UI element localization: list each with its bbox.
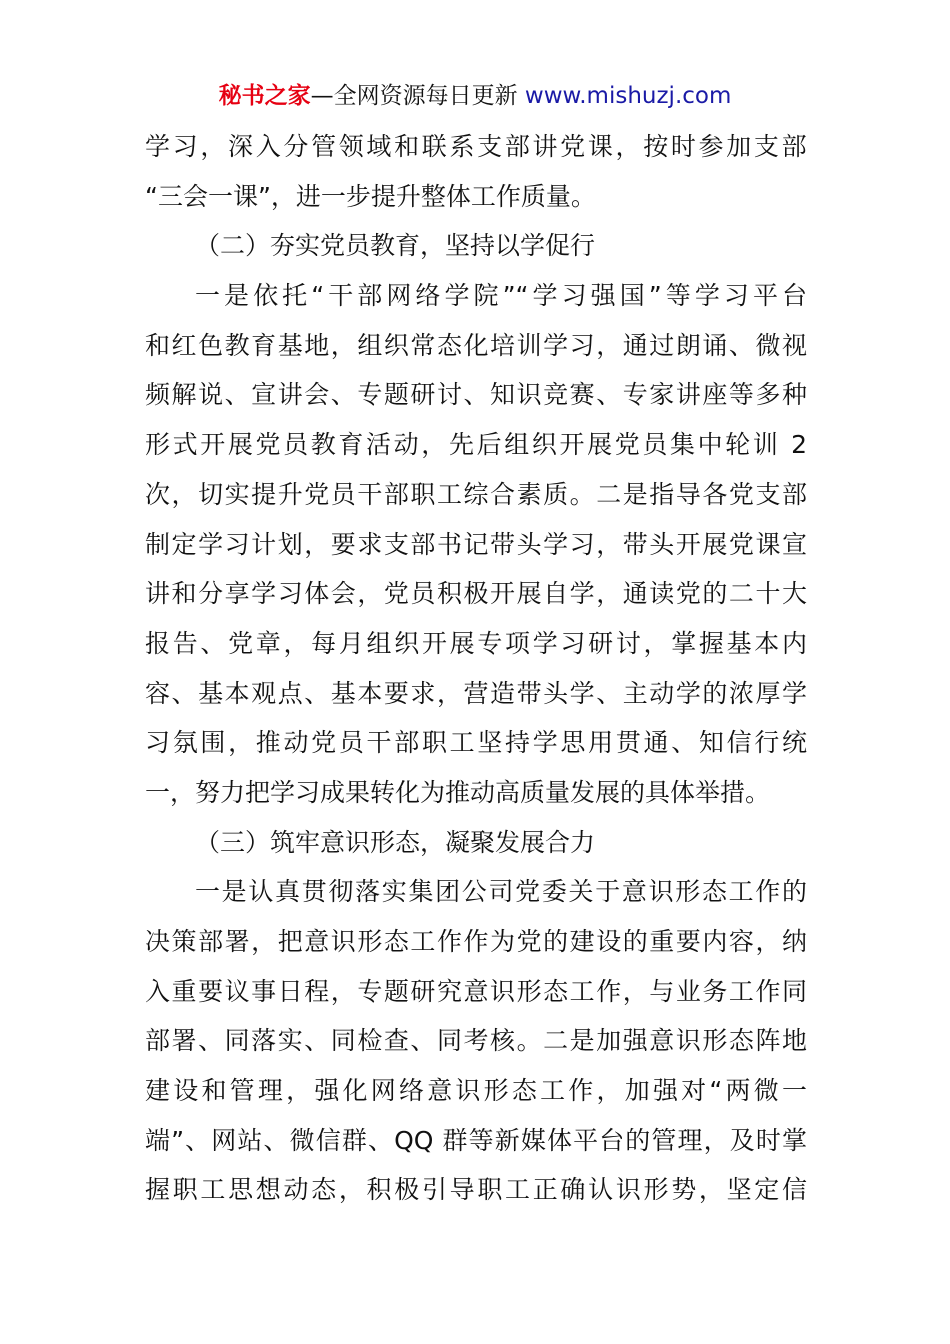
text-line: 制定学习计划，要求支部书记带头学习，带头开展党课宣: [145, 529, 807, 559]
text-line: 报告、党章，每月组织开展专项学习研讨，掌握基本内: [145, 628, 807, 658]
text-line: 一是依托“干部网络学院”“学习强国”等学习平台: [195, 281, 807, 311]
section-heading: （二）夯实党员教育，坚持以学促行: [195, 231, 596, 261]
section-heading: （三）筑牢意识形态，凝聚发展合力: [195, 827, 596, 857]
site-slogan: —全网资源每日更新: [310, 83, 518, 109]
text-line: 部署、同落实、同检查、同考核。二是加强意识形态阵地: [145, 1026, 807, 1056]
text-line: 和红色教育基地，组织常态化培训学习，通过朗诵、微视: [145, 330, 807, 360]
site-brand: 秘书之家: [218, 83, 311, 109]
text-line: 建设和管理，强化网络意识形态工作，加强对“两微一: [145, 1076, 807, 1106]
text-line: 一，努力把学习成果转化为推动高质量发展的具体举措。: [145, 777, 771, 807]
site-header: [0, 80, 950, 112]
site-url-link[interactable]: www.mishuzj.com: [524, 83, 732, 109]
text-line: 频解说、宣讲会、专题研讨、知识竞赛、专家讲座等多种: [145, 380, 807, 410]
text-line: “三会一课”，进一步提升整体工作质量。: [145, 181, 596, 211]
text-line: 学习，深入分管领域和联系支部讲党课，按时参加支部: [145, 132, 807, 161]
text-line: 讲和分享学习体会，党员积极开展自学，通读党的二十大: [145, 579, 807, 609]
text-line: 端”、网站、微信群、QQ 群等新媒体平台的管理，及时掌: [145, 1125, 807, 1155]
text-line: 次，切实提升党员干部职工综合素质。二是指导各党支部: [145, 479, 807, 509]
text-line: 形式开展党员教育活动，先后组织开展党员集中轮训 2: [145, 430, 807, 460]
text-line: 决策部署，把意识形态工作作为党的建设的重要内容，纳: [145, 927, 807, 956]
document-body: [145, 122, 807, 1215]
text-line: 习氛围，推动党员干部职工坚持学思用贯通、知信行统: [145, 728, 807, 758]
text-line: 一是认真贯彻落实集团公司党委关于意识形态工作的: [195, 877, 807, 907]
text-line: 容、基本观点、基本要求，营造带头学、主动学的浓厚学: [145, 678, 807, 708]
text-line: 握职工思想动态，积极引导职工正确认识形势，坚定信: [145, 1175, 807, 1205]
text-line: 入重要议事日程，专题研究意识形态工作，与业务工作同: [145, 976, 807, 1006]
